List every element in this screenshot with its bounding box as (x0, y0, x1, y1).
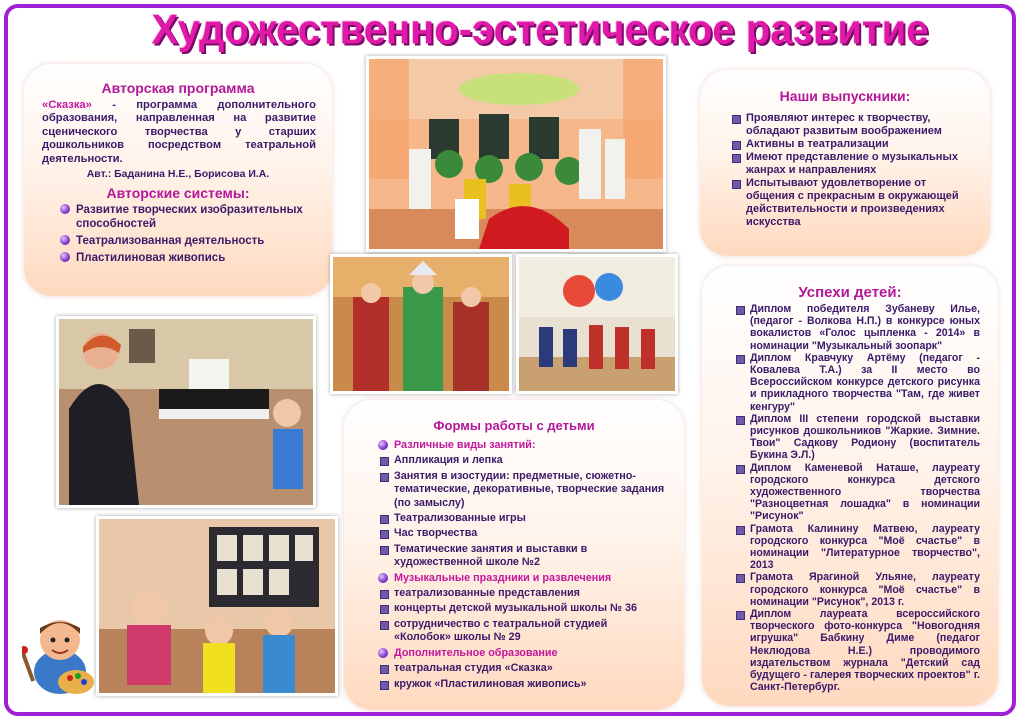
graduates-heading: Наши выпускники: (779, 88, 911, 104)
graduates-item: Активны в театрализации (730, 138, 970, 151)
photo-art-class (96, 516, 338, 696)
success-card (702, 266, 998, 706)
forms-item: кружок «Пластилиновая живопись» (378, 678, 666, 691)
photo-art-class-image (99, 519, 335, 693)
photo-hall-performance (516, 254, 678, 394)
page-title: Художественно-эстетическое развитие (151, 6, 929, 54)
graduates-item: Имеют представление о музыкальных жанрах и направлениях (730, 151, 970, 177)
forms-list (344, 433, 684, 691)
photo-stage-group (366, 56, 666, 252)
systems-heading: Авторские системы: (106, 185, 250, 202)
forms-card (344, 400, 684, 710)
success-list (702, 301, 998, 694)
program-authors: Авт.: Баданина Н.Е., Борисова И.А. (86, 168, 270, 181)
painter-boy-image (22, 612, 98, 698)
success-item: Диплом победителя Зубаневу Илье, (педагог - Волкова Н.П.) в конкурсе юных вокалистов «Голос цыпленка - 2014» в номинации "Музыкальный зоопарк" (734, 303, 980, 352)
forms-item: Аппликация и лепка (378, 454, 666, 467)
forms-item: театрализованные представления (378, 587, 666, 600)
forms-item: Занятия в изостудии: предметные, сюжетно-тематические, декоративные, творческие задания (по замыслу) (378, 470, 666, 510)
program-name: «Сказка» (42, 99, 92, 111)
graduates-list (700, 104, 990, 229)
photo-children-costumes-image (333, 257, 509, 391)
forms-heading: Формы работы с детьми (433, 418, 595, 433)
success-heading: Успехи детей: (798, 284, 902, 301)
success-item: Диплом Кравчуку Артёму (педагог - Ковалева Т.А.) за II место во Всероссийском конкурсе детского рисунка и прикладного творчества "Там, где живет кенгуру" (734, 352, 980, 413)
forms-item: Час творчества (378, 527, 666, 540)
success-item: Диплом Каменевой Наташе, лауреату городского конкурса детского художественного творчества "Разноцветная лошадка" в номинации "Рисунок" (734, 462, 980, 523)
graduates-card (700, 70, 990, 256)
forms-item: концерты детской музыкальной школы № 36 (378, 602, 666, 615)
photo-hall-performance-image (519, 257, 675, 391)
success-item: Грамота Ярагиной Ульяне, лауреату городского конкурса "Моё счастье" в номинации "Рисунок", 2013 г. (734, 571, 980, 608)
systems-item: Театрализованная деятельность (60, 234, 318, 248)
photo-teacher-piano (56, 316, 316, 508)
systems-item: Пластилиновая живопись (60, 251, 318, 265)
forms-section: Музыкальные праздники и развлечения (378, 572, 666, 585)
forms-item: театральная студия «Сказка» (378, 662, 666, 675)
success-item: Грамота Калинину Матвею, лауреату городского конкурса "Моё счастье" в номинации "Литературное творчество", 2013 (734, 523, 980, 572)
systems-list (24, 201, 332, 265)
photo-stage-group-image (369, 59, 663, 249)
photo-children-costumes (330, 254, 512, 394)
forms-item: Тематические занятия и выставки в художественной школе №2 (378, 543, 666, 570)
graduates-item: Испытывают удовлетворение от общения с прекрасным в окружающей действительности и произведениях искусства (730, 177, 970, 229)
program-card (24, 64, 332, 296)
forms-section: Дополнительное образование (378, 647, 666, 660)
program-text (24, 96, 332, 166)
program-description: - программа дополнительного образования, направленная на развитие сценического творчества у старших дошкольников посредством театральной деятельности. (42, 99, 316, 165)
forms-item: Театрализованные игры (378, 512, 666, 525)
photo-teacher-piano-image (59, 319, 313, 505)
systems-item: Развитие творческих изобразительных способностей (60, 203, 318, 231)
forms-section: Различные виды занятий: (378, 439, 666, 452)
success-item: Диплом III степени городской выставки рисунков дошкольников "Жаркие. Зимние. Твои" Садкову Родиону (воспитатель Букина Э.Л.) (734, 413, 980, 462)
painter-boy-illustration (22, 612, 98, 698)
success-item: Диплом лауреата всероссийского творческого фото-конкурса "Новогодняя игрушка" Бабкину Диме (педагог Неклюдова Н.Е.) проводимого издательством журнала "Детский сад будущего - галерея творческих проектов" г. Санкт-Петербург. (734, 608, 980, 693)
forms-item: сотрудничество с театральной студией «Колобок» школы № 29 (378, 618, 666, 645)
graduates-item: Проявляют интерес к творчеству, обладают развитым воображением (730, 112, 970, 138)
program-heading: Авторская программа (101, 80, 255, 96)
